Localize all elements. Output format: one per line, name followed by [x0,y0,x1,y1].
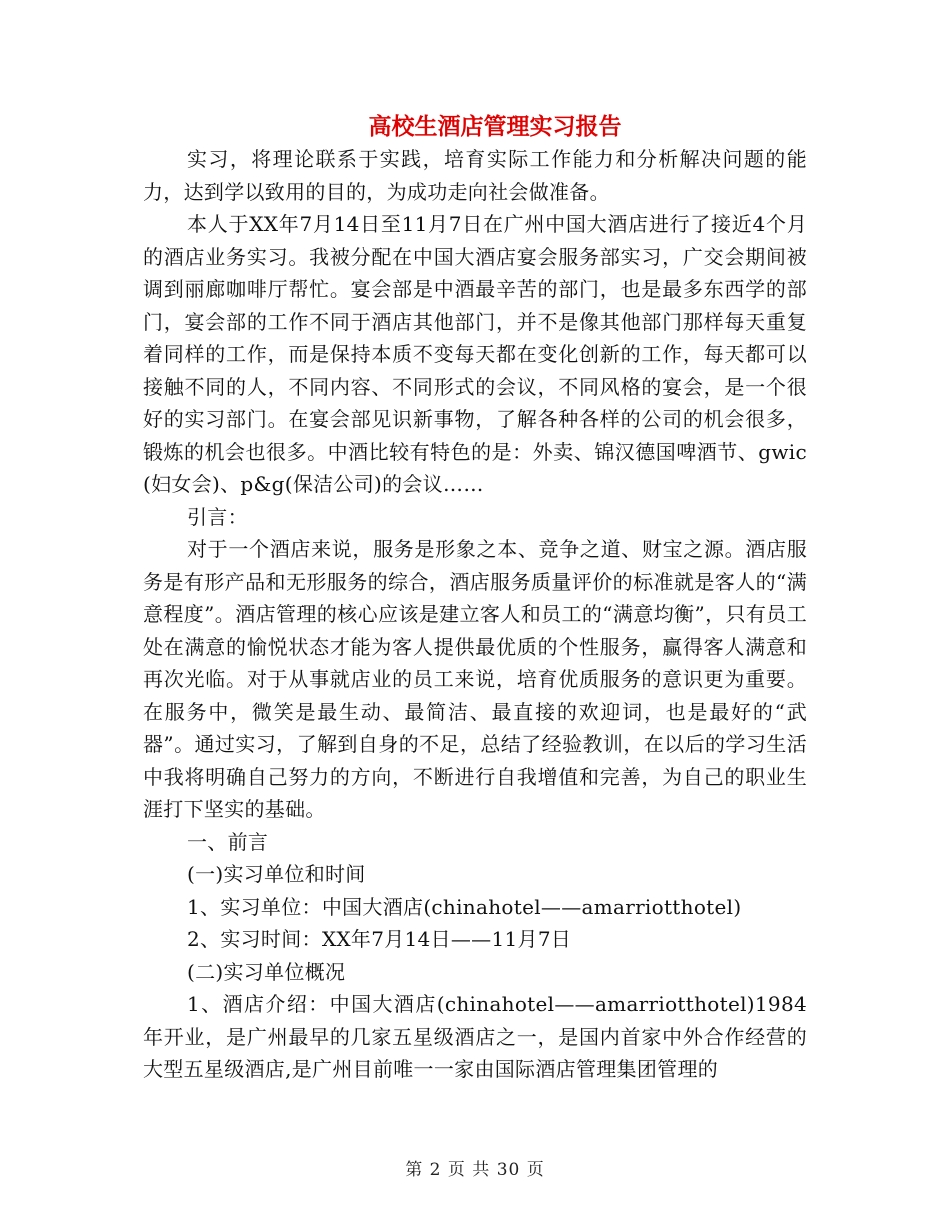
paragraph-preface-heading: 引言： [187,504,248,529]
list-item-internship-unit: 1、实习单位：中国大酒店(chinahotel——amarriotthotel) [187,894,742,919]
paragraph-hotel-introduction: 1、酒店介绍：中国大酒店(chinahotel——amarriotthotel)1984年开业，是广州最早的几家五星级酒店之一，是国内首家中外合作经营的大型五星级酒店,是广州目前唯一一家由国际酒店管理集团管理的 [143,992,807,1081]
section-heading-foreword: 一、前言 [187,829,269,854]
paragraph-internship-summary: 本人于XX年7月14日至11月7日在广州中国大酒店进行了接近4个月的酒店业务实习。我被分配在中国大酒店宴会服务部实习，广交会期间被调到丽廊咖啡厅帮忙。宴会部是中酒最辛苦的部门，也是最多东西学的部门，宴会部的工作不同于酒店其他部门，并不是像其他部门那样每天重复着同样的工作，而是保持本质不变每天都在变化创新的工作，每天都可以接触不同的人，不同内容、不同形式的会议，不同风格的宴会，是一个很好的实习部门。在宴会部见识新事物，了解各种各样的公司的机会很多，锻炼的机会也很多。中酒比较有特色的是：外卖、锦汉德国啤酒节、gwic(妇女会)、p&g(保洁公司)的会议…… [143,212,807,496]
subsection-heading-unit-and-time: (一)实习单位和时间 [187,862,366,886]
document-body [143,143,807,1086]
paragraph-intro: 实习，将理论联系于实践，培育实际工作能力和分析解决问题的能力，达到学以致用的目的，为成功走向社会做准备。 [143,147,807,204]
subsection-heading-unit-overview: (二)实习单位概况 [187,959,346,984]
list-item-internship-time: 2、实习时间：XX年7月14日——11月7日 [187,927,572,951]
paragraph-service-quality: 对于一个酒店来说，服务是形象之本、竞争之道、财宝之源。酒店服务是有形产品和无形服务的综合，酒店服务质量评价的标准就是客人的“满意程度”。酒店管理的核心应该是建立客人和员工的“满意均衡”，只有员工处在满意的愉悦状态才能为客人提供最优质的个性服务，赢得客人满意和再次光临。对于从事就店业的员工来说，培育优质服务的意识更为重要。在服务中，微笑是最生动、最简洁、最直接的欢迎词，也是最好的“武器”。通过实习，了解到自身的不足，总结了经验教训，在以后的学习生活中我将明确自己努力的方向，不断进行自我增值和完善，为自己的职业生涯打下坚实的基础。 [143,537,807,821]
page-footer: 第 2 页 共 30 页 [405,1160,545,1180]
document-title: 高校生酒店管理实习报告 [368,113,622,140]
